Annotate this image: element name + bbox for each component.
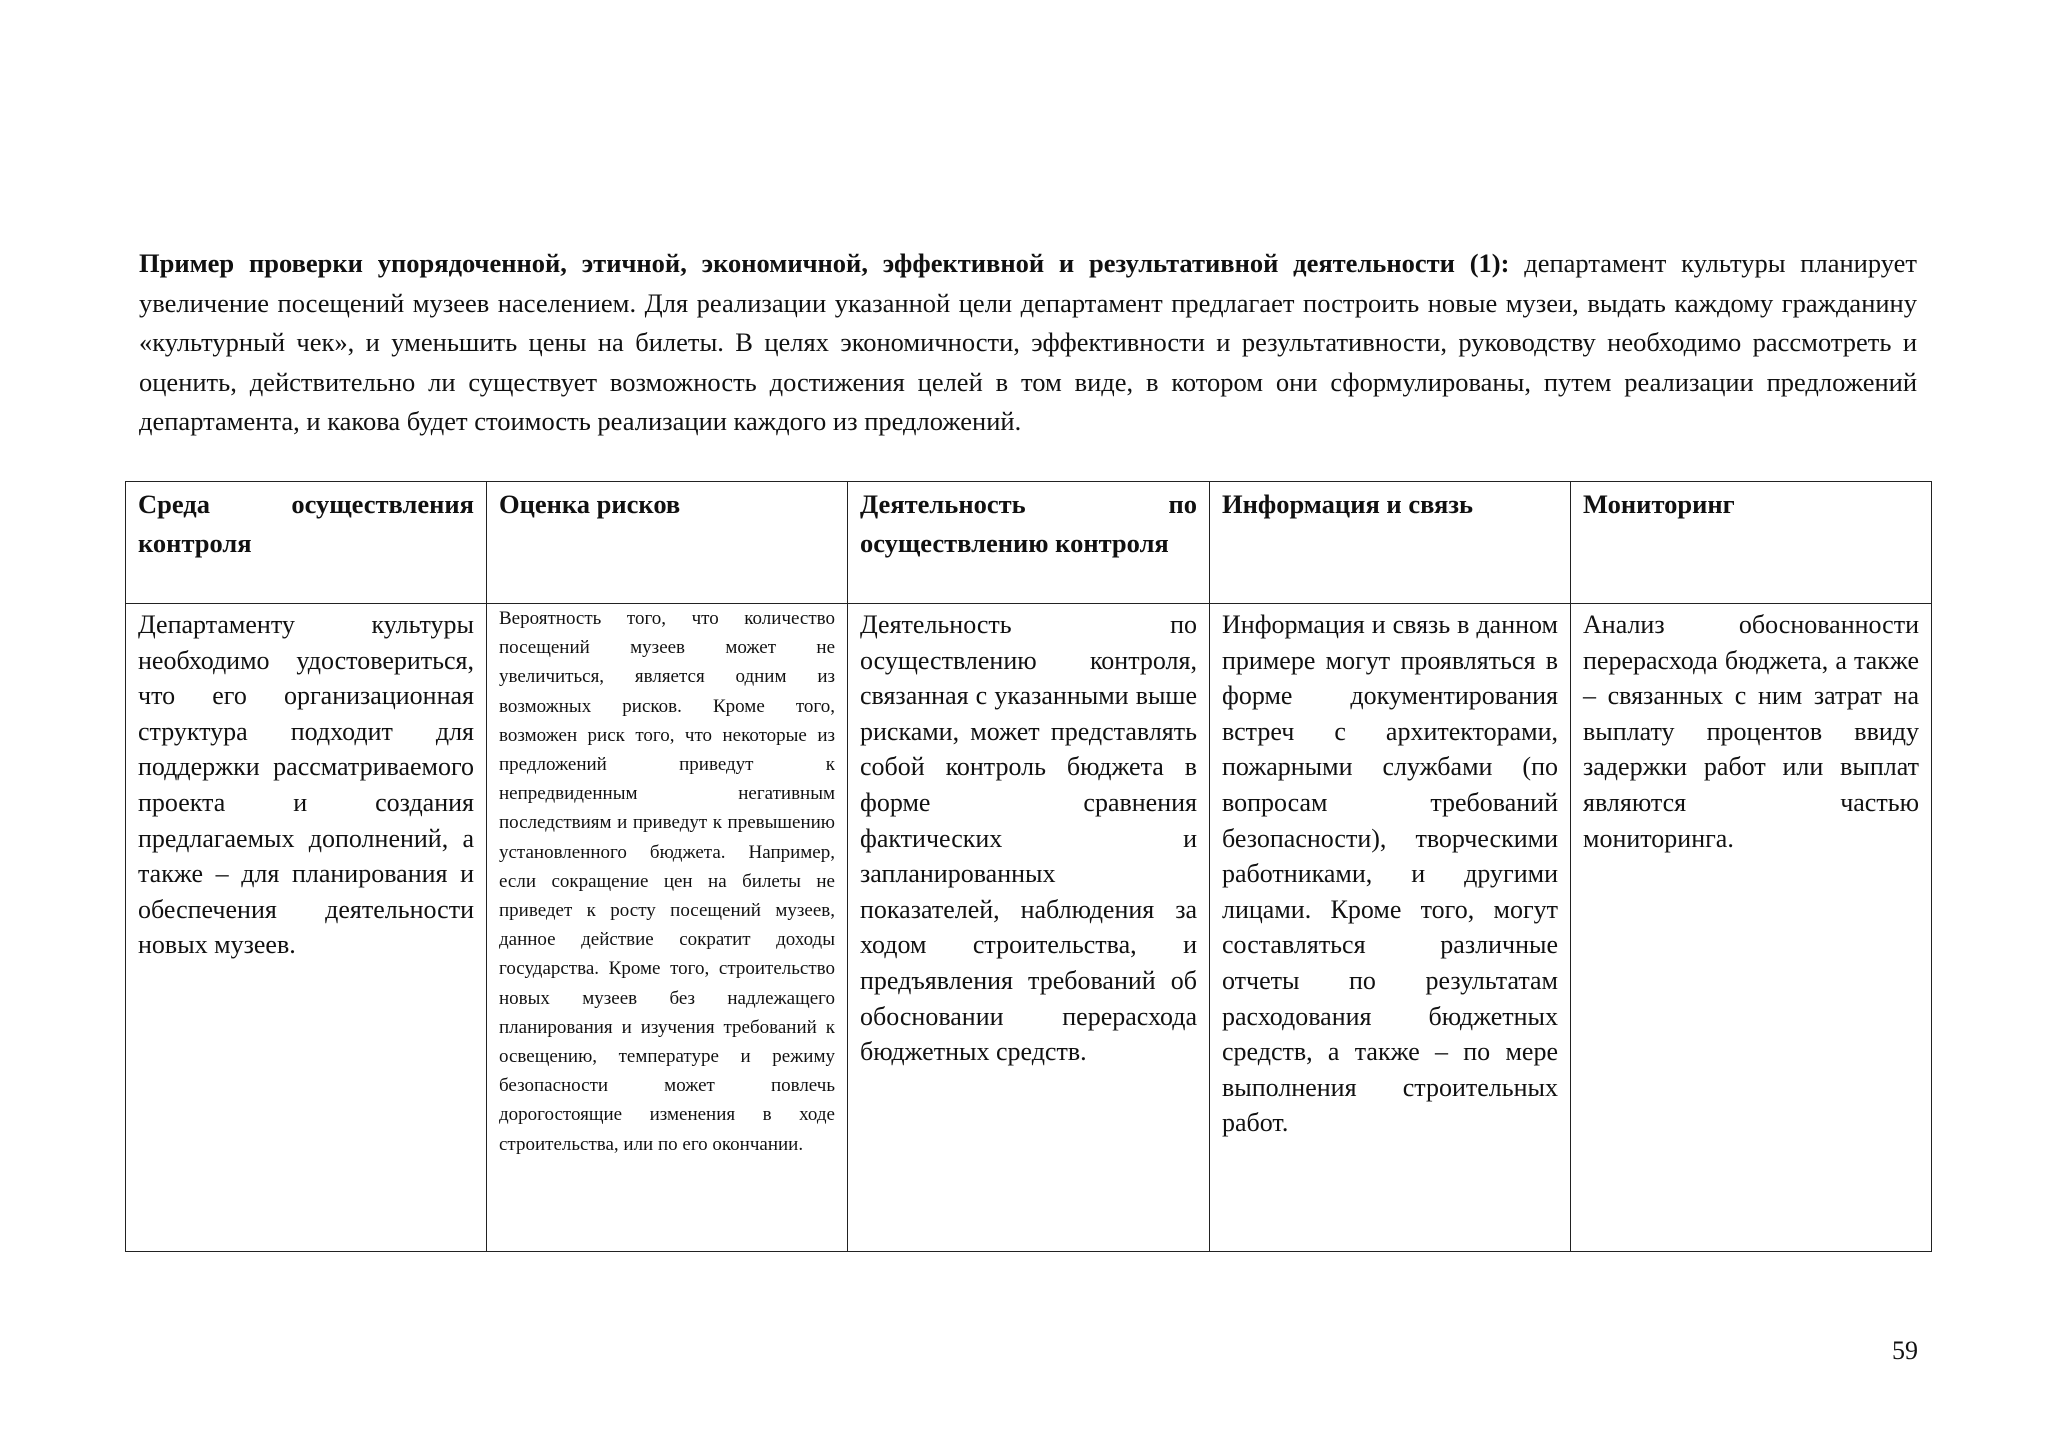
header-risk-assessment: Оценка рисков <box>487 482 848 604</box>
intro-text: департамент культуры планирует увеличение посещений музеев населением. Для реализации указанной цели департамент предлагает построить новые музеи, выдать каждому гражданину «культурный чек», и уменьшить цены на билеты. В целях экономичности, эффективности и результативности, руководству необходимо рассмотреть и оценить, действительно ли существует возможность достижения целей в том виде, в котором они сформулированы, путем реализации предложений департамента, и какова будет стоимость реализации каждого из предложений. <box>139 248 1917 436</box>
header-monitoring: Мониторинг <box>1571 482 1932 604</box>
intro-bold-lead: Пример проверки упорядоченной, этичной, экономичной, эффективной и результативной деятельности (1): <box>139 248 1510 278</box>
cell-monitoring: Анализ обоснованности перерасхода бюджета, а также – связанных с ним затрат на выплату процентов ввиду задержки работ или выплат являются частью мониторинга. <box>1571 604 1932 1252</box>
header-information-communication: Информация и связь <box>1210 482 1571 604</box>
header-control-activities: Деятельность по осуществлению контроля <box>848 482 1210 604</box>
internal-control-table <box>125 481 1932 1252</box>
cell-risk-assessment: Вероятность того, что количество посещений музеев может не увеличиться, является одним из возможных рисков. Кроме того, возможен риск того, что некоторые из предложений приведут к непредвиденным негативным последствиям и приведут к превышению установленного бюджета. Например, если сокращение цен на билеты не приведет к росту посещений музеев, данное действие сократит доходы государства. Кроме того, строительство новых музеев без надлежащего планирования и изучения требований к освещению, температуре и режиму безопасности может повлечь дорогостоящие изменения в ходе строительства, или по его окончании. <box>487 604 848 1252</box>
cell-control-environment: Департаменту культуры необходимо удостовериться, что его организационная структура подходит для поддержки рассматриваемого проекта и создания предлагаемых дополнений, а также – для планирования и обеспечения деятельности новых музеев. <box>126 604 487 1252</box>
header-control-environment: Среда осуществления контроля <box>126 482 487 604</box>
page-number: 59 <box>1892 1336 1918 1365</box>
cell-control-activities: Деятельность по осуществлению контроля, связанная с указанными выше рисками, может представлять собой контроль бюджета в форме сравнения фактических и запланированных показателей, наблюдения за ходом строительства, и предъявления требований об обосновании перерасхода бюджетных средств. <box>848 604 1210 1252</box>
intro-paragraph <box>139 244 1917 442</box>
table-header-row <box>126 482 1932 604</box>
table-row <box>126 604 1932 1252</box>
cell-information-communication: Информация и связь в данном примере могут проявляться в форме документирования встреч с архитекторами, пожарными службами (по вопросам требований безопасности), творческими работниками, и другими лицами. Кроме того, могут составляться различные отчеты по результатам расходования бюджетных средств, а также – по мере выполнения строительных работ. <box>1210 604 1571 1252</box>
